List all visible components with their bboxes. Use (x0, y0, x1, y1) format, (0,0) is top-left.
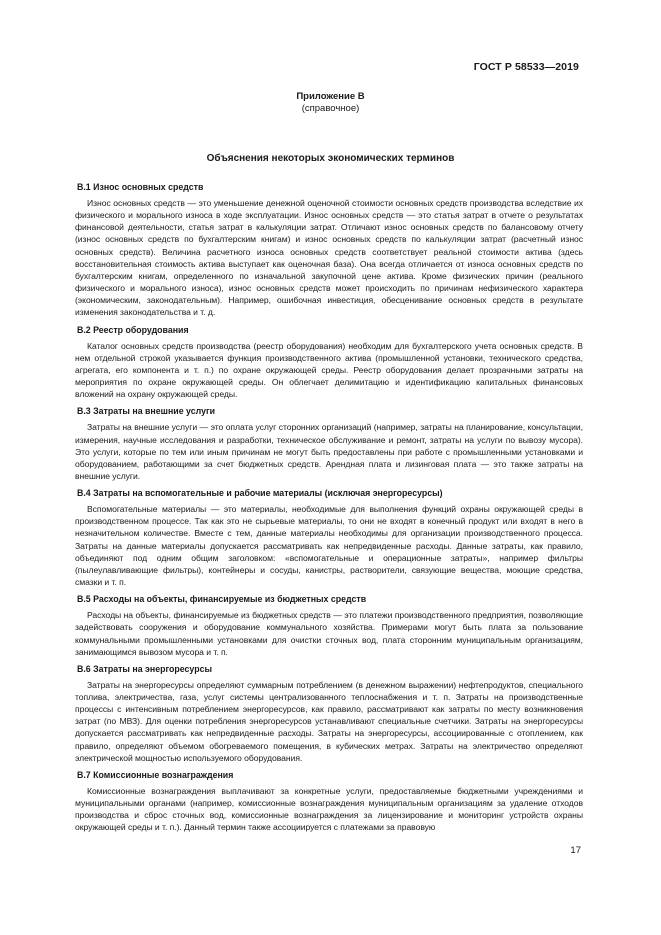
section (75, 487, 583, 588)
section (75, 324, 583, 401)
section-heading: В.2 Реестр оборудования (77, 324, 189, 335)
appendix-heading (0, 91, 661, 115)
section (75, 769, 583, 834)
appendix-title: Приложение В (296, 91, 365, 102)
section-paragraph: Затраты на энергоресурсы определяют суммарным потреблением (в денежном выражении) нефтепродуктов, специального топлива, электричества, газа, услуг системы централизованного теплоснабжения и т. п. Затраты на производственные процессы с интенсивным потреблением энергоресурсов, как правило, рассматривают как затраты по месту возникновения затрат (по МВЗ). Для оценки потребления энергоресурсов устанавливают специальные счетчики. Затраты на энергоресурсы допускается рассматривать как непредвиденные расходы. Затраты на энергоресурсы, ассоциированные с отоплением, как правило, определяют объемом обогреваемого помещения, в кубических метрах. Затраты на электричество определяют электрической мощностью используемого оборудования. (75, 679, 583, 763)
section-heading: В.5 Расходы на объекты, финансируемые из бюджетных средств (77, 594, 367, 605)
document-body (75, 181, 583, 839)
section-heading: В.7 Комиссионные вознаграждения (77, 769, 234, 780)
section-paragraph: Каталог основных средств производства (реестр оборудования) необходим для бухгалтерского учета основных средств. В нем отдельной строкой указывается функция производственного актива (промышленной установки, технического средства, агрегата, его компонента и т. п.) по охране окружающей среды. Реестр оборудования делает прозрачными затраты на мероприятия по охране окружающей среды. Он облегчает делимитацию и идентификацию капитальных финансовых вложений на охрану окружающей среды. (75, 340, 583, 400)
page-number: 17 (570, 845, 581, 856)
section-paragraph: Вспомогательные материалы — это материалы, необходимые для выполнения функций охраны окружающей среды в производственном процессе. Так как это не сырьевые материалы, то они не входят в конечный продукт или входят в него в незначительном количестве. Вместе с тем, данные материалы необходимы для организации производственного процесса. Затраты на данные материалы допускается рассматривать как непредвиденные расходы. Данные затраты, как правило, объединяют под одним общим заголовком: «вспомогательные и операционные затраты», например фильтры (пылеулавливающие фильтры), контейнеры и сосуды, канистры, растворители, связующие вещества, моющие средства, смазки и т. п. (75, 504, 583, 588)
section (75, 593, 583, 658)
document-title: Объяснения некоторых экономических терминов (206, 153, 455, 164)
section-paragraph: Комиссионные вознаграждения выплачивают за конкретные услуги, предоставляемые бюджетными учреждениями и муниципальными органами (например, комиссионные вознаграждения муниципальным организациям за удаление отходов производства и сброс сточных вод, комиссионные вознаграждения за лицензирование и мониторинг устройств охраны окружающей среды и т. п.). Данный термин также ассоциируется с платежами за правовую (75, 785, 583, 833)
section-paragraph: Износ основных средств — это уменьшение денежной оценочной стоимости основных средств производства вследствие их физического и морального износа в ходе эксплуатации. Износ основных средств — это статья затрат в отчете о результатах финансовой деятельности, статья затрат в калькуляции затрат. Отличают износ основных средств по балансовому отчету (износ основных средств по бухгалтерским книгам) и износ основных средств по калькуляции затрат (расчетный износ основных средств). Величина расчетного износа основных средств соответствует реальной стоимости актива (здесь восстановительная стоимость актива выступает как оценочная база). Она всегда отличается от износа основных средств по бухгалтерским книгам, определенного по изначальной закупочной цене актива. Кроме физических причин (реального физического и морального износа), износ основных средств может происходить по причинам нефизического характера (экономическим, законодательным). Например, ошибочная инвестиция, обесценивание основных средств в результате изменения законодательства и т. д. (75, 198, 583, 318)
appendix-subtitle: (справочное) (301, 103, 360, 114)
section-heading: В.3 Затраты на внешние услуги (77, 406, 216, 417)
section (75, 663, 583, 764)
section-heading: В.6 Затраты на энергоресурсы (77, 663, 212, 674)
section (75, 181, 583, 319)
section-heading: В.4 Затраты на вспомогательные и рабочие материалы (исключая энергоресурсы) (77, 488, 443, 499)
section-heading: В.1 Износ основных средств (77, 182, 204, 192)
section (75, 405, 583, 482)
section-paragraph: Затраты на внешние услуги — это оплата услуг сторонних организаций (например, затраты на планирование, консультации, измерения, научные исследования и разработки, техническое обслуживание и ремонт, затраты на услуги по вывозу мусора). Это услуги, которые по тем или иным причинам не могут быть предоставлены при работе с промышленными установками и оборудованием, работающими за счет бюджетных средств. Арендная плата и лизинговая плата — это также затраты на внешние услуги. (75, 422, 583, 481)
standard-number: ГОСТ Р 58533—2019 (473, 61, 579, 73)
section-paragraph: Расходы на объекты, финансируемые из бюджетных средств — это платежи производственного предприятия, позволяющие задействовать сооружения и оборудование коммунального хозяйства. Примерами могут быть плата за пользование коммунальными промышленными установками для очистки сточных вод, плата сторонним муниципальным организациям, занимающимся вывозом мусора и т. п. (75, 610, 583, 657)
